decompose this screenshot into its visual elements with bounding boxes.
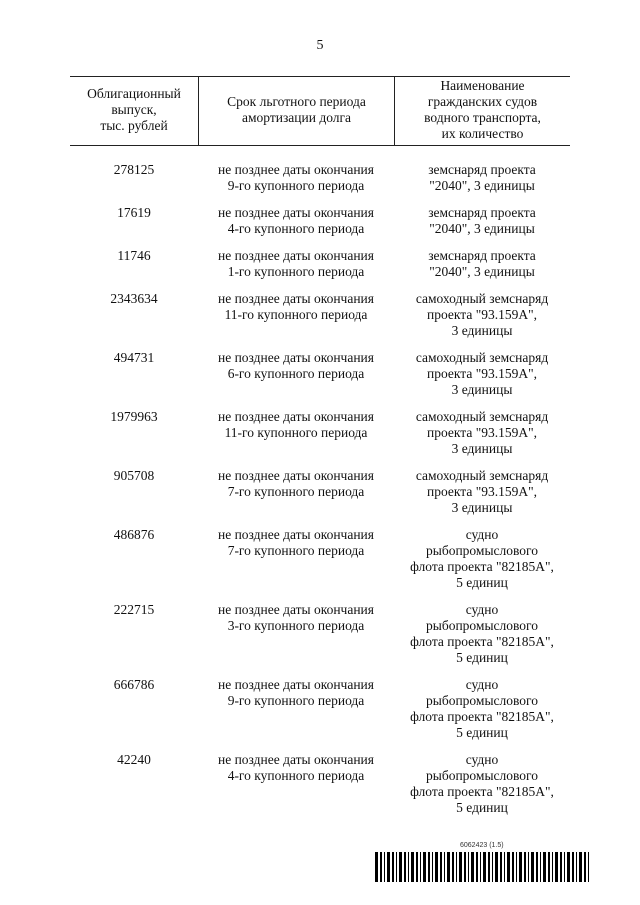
barcode xyxy=(375,852,595,882)
table-header-bottom-rule xyxy=(70,145,570,146)
vessels-cell: земснаряд проекта "2040", 3 единицы xyxy=(428,248,536,279)
table-row xyxy=(70,248,570,291)
bond-amount-cell: 11746 xyxy=(117,248,151,263)
table-row xyxy=(70,162,570,205)
table-row xyxy=(70,350,570,409)
bond-amount-cell: 222715 xyxy=(113,602,155,617)
bond-amount-cell: 17619 xyxy=(117,205,151,220)
vessels-cell: земснаряд проекта "2040", 3 единицы xyxy=(428,162,536,193)
grace-period-cell: не позднее даты окончания 4-го купонного периода xyxy=(217,752,374,783)
grace-period-cell: не позднее даты окончания 11-го купонного периода xyxy=(217,291,374,322)
bond-amount-cell: 486876 xyxy=(113,527,155,542)
vessels-cell: судно рыбопромыслового флота проекта "82185А", 5 единиц xyxy=(410,677,554,740)
table-row xyxy=(70,468,570,527)
table-row xyxy=(70,205,570,248)
table-row xyxy=(70,677,570,752)
bond-table xyxy=(70,162,570,827)
table-header-top-rule xyxy=(70,76,570,77)
bond-amount-cell: 494731 xyxy=(113,350,155,365)
vessels-cell: самоходный земснаряд проекта "93.159А", 3 единицы xyxy=(415,409,549,456)
table-row xyxy=(70,409,570,468)
grace-period-cell: не позднее даты окончания 9-го купонного периода xyxy=(217,162,374,193)
grace-period-cell: не позднее даты окончания 7-го купонного периода xyxy=(217,527,374,558)
header-bond-issue: Облигационный выпуск, тыс. рублей xyxy=(87,86,181,133)
vessels-cell: самоходный земснаряд проекта "93.159А", 3 единицы xyxy=(415,350,549,397)
bond-amount-cell: 42240 xyxy=(117,752,151,767)
table-row xyxy=(70,602,570,677)
vessels-cell: земснаряд проекта "2040", 3 единицы xyxy=(428,205,536,236)
grace-period-cell: не позднее даты окончания 11-го купонного периода xyxy=(217,409,374,440)
grace-period-cell: не позднее даты окончания 4-го купонного периода xyxy=(217,205,374,236)
header-grace-period: Срок льготного периода амортизации долга xyxy=(227,94,366,125)
vessels-cell: судно рыбопромыслового флота проекта "82185А", 5 единиц xyxy=(410,602,554,665)
vessels-cell: судно рыбопромыслового флота проекта "82185А", 5 единиц xyxy=(410,527,554,590)
vessels-cell: самоходный земснаряд проекта "93.159А", 3 единицы xyxy=(415,291,549,338)
grace-period-cell: не позднее даты окончания 9-го купонного периода xyxy=(217,677,374,708)
page-number: 5 xyxy=(316,38,324,53)
grace-period-cell: не позднее даты окончания 6-го купонного периода xyxy=(217,350,374,381)
header-vessels: Наименование гражданских судов водного транспорта, их количество xyxy=(424,78,541,141)
table-row xyxy=(70,291,570,350)
table-row xyxy=(70,752,570,827)
document-code: 6062423 (1.5) xyxy=(460,842,504,849)
bond-amount-cell: 278125 xyxy=(113,162,155,177)
grace-period-cell: не позднее даты окончания 7-го купонного периода xyxy=(217,468,374,499)
bond-amount-cell: 2343634 xyxy=(110,291,158,306)
vessels-cell: самоходный земснаряд проекта "93.159А", 3 единицы xyxy=(415,468,549,515)
vessels-cell: судно рыбопромыслового флота проекта "82185А", 5 единиц xyxy=(410,752,554,815)
grace-period-cell: не позднее даты окончания 1-го купонного периода xyxy=(217,248,374,279)
bond-amount-cell: 1979963 xyxy=(110,409,158,424)
bond-amount-cell: 905708 xyxy=(113,468,155,483)
bond-amount-cell: 666786 xyxy=(113,677,155,692)
grace-period-cell: не позднее даты окончания 3-го купонного периода xyxy=(217,602,374,633)
table-row xyxy=(70,527,570,602)
